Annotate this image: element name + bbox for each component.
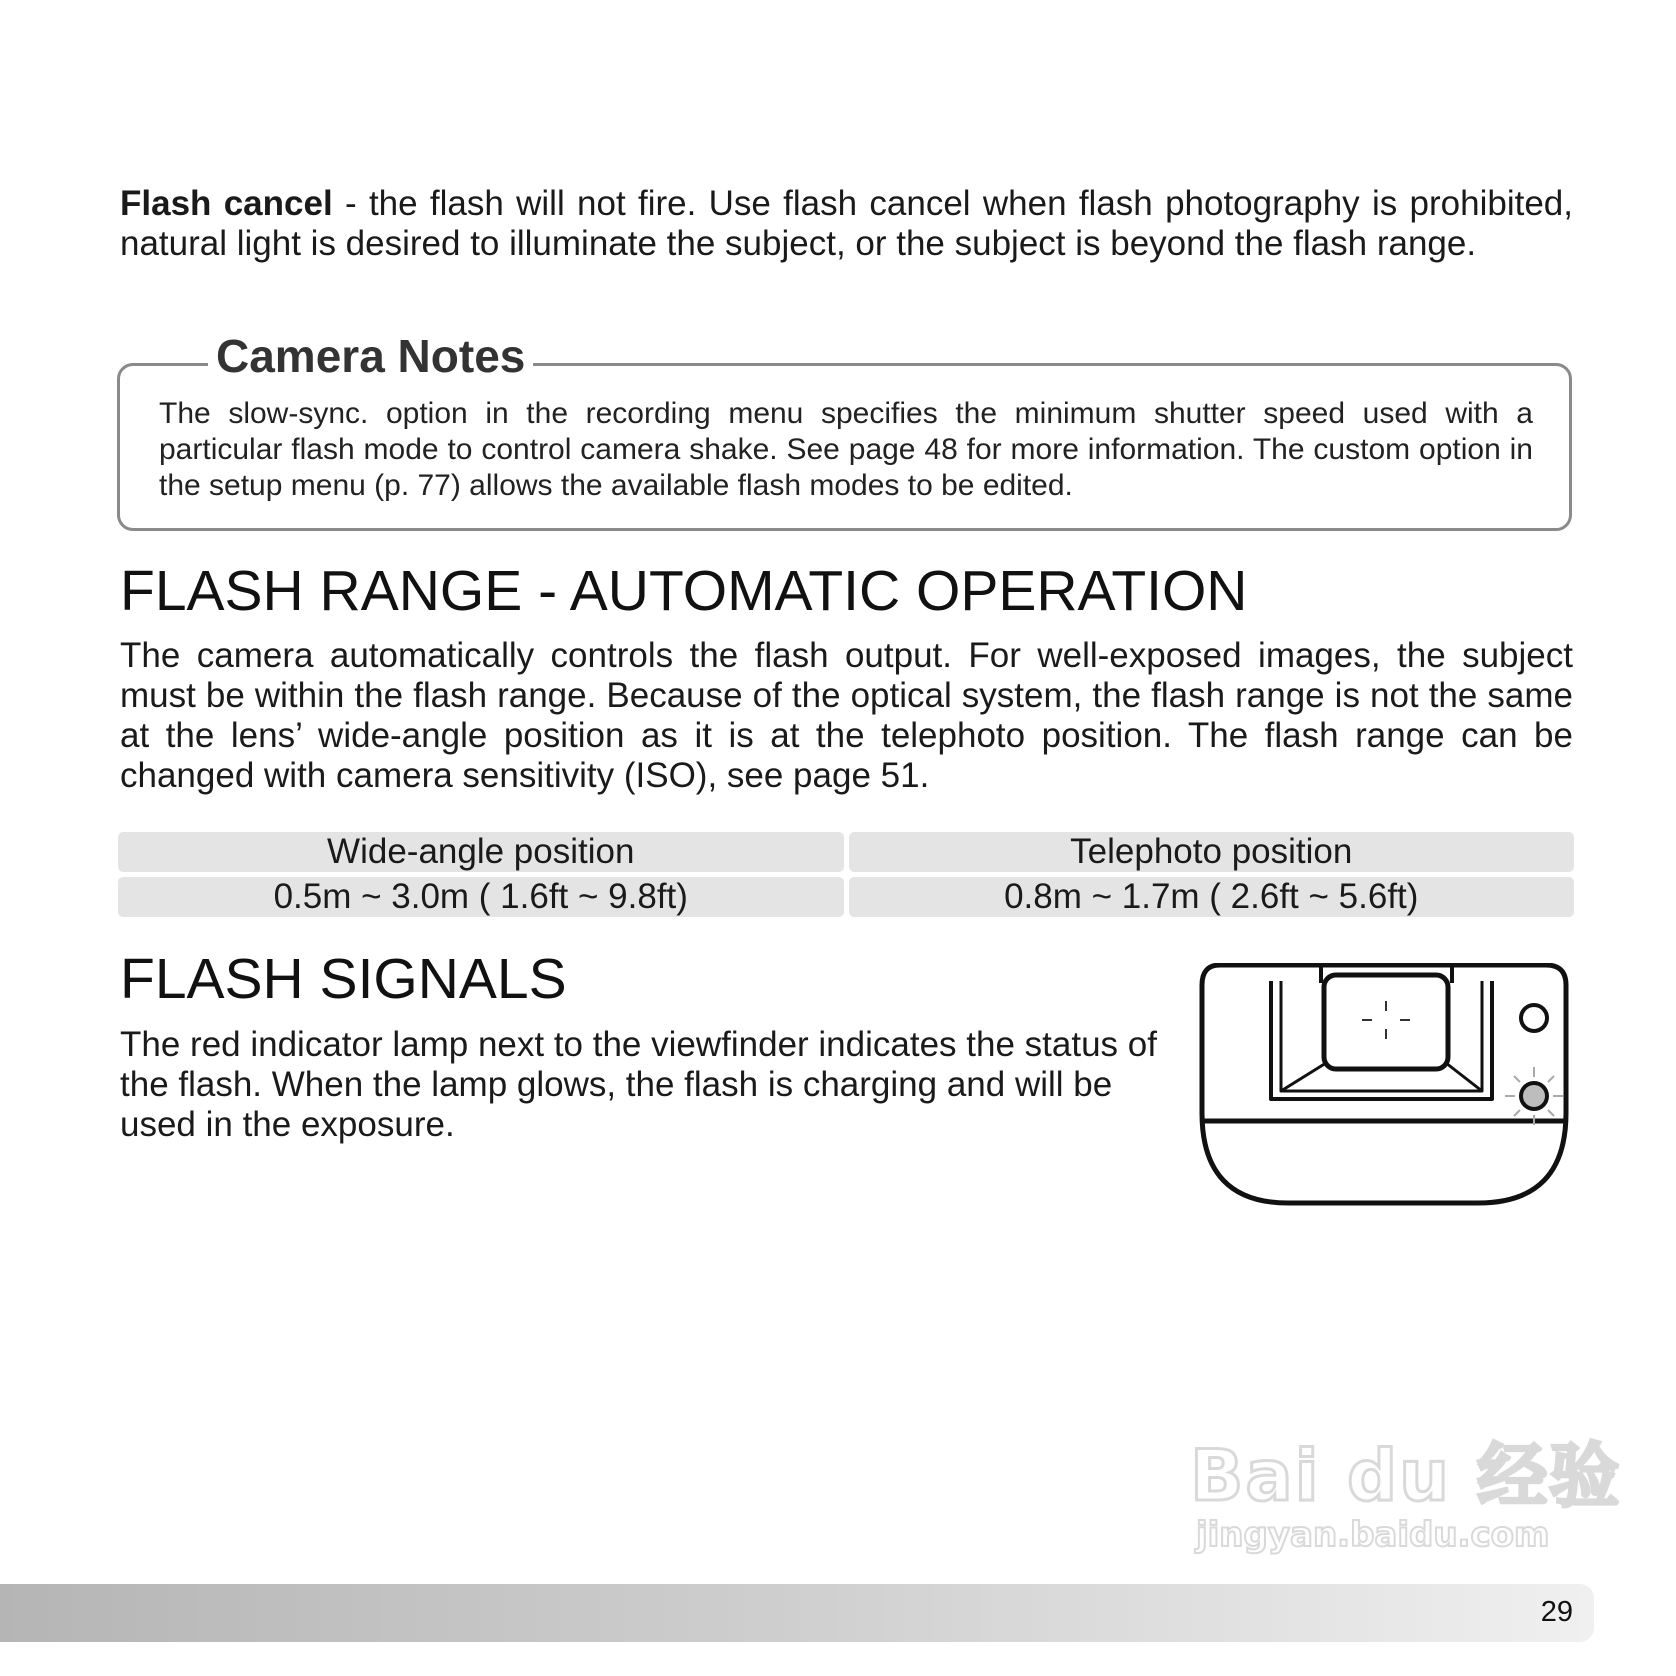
watermark-line2: jingyan.baidu.com bbox=[1196, 1515, 1550, 1555]
flash-range-text: The camera automatically controls the flash output. For well-exposed images, the subject must be within the flash range. Because of the optical system, the flash range is not the same at the lens’ wide-angle position as it is at the telephoto position. The flash range can be changed with camera sensitivity (ISO), see page 51. bbox=[120, 636, 1573, 795]
flash-range-heading: FLASH RANGE - AUTOMATIC OPERATION bbox=[120, 559, 1248, 623]
table-value-row bbox=[118, 877, 1574, 917]
viewfinder-frame bbox=[1271, 981, 1492, 1099]
camera-notes-title: Camera Notes bbox=[208, 328, 533, 384]
indicator-lamp-icon bbox=[1505, 1067, 1563, 1125]
flash-range-table bbox=[118, 832, 1574, 922]
flash-cancel-term: Flash cancel bbox=[120, 184, 333, 223]
upper-lamp-icon bbox=[1521, 1005, 1547, 1031]
camera-viewfinder-icon bbox=[1198, 963, 1578, 1213]
viewfinder-inner-frame bbox=[1281, 981, 1482, 1091]
table-value-wide: 0.5m ~ 3.0m ( 1.6ft ~ 9.8ft) bbox=[118, 877, 844, 917]
table-header-row bbox=[118, 832, 1574, 872]
page-number: 29 bbox=[1540, 1596, 1573, 1628]
viewfinder-bevel-right bbox=[1446, 1063, 1482, 1091]
baidu-watermark-logo bbox=[1190, 1420, 1621, 1555]
flash-cancel-paragraph bbox=[120, 184, 1573, 264]
footer-bar bbox=[0, 1584, 1594, 1642]
flash-signals-text: The red indicator lamp next to the viewfinder indicates the status of the flash. When the lamp glows, the flash is charging and will be used in the exposure. bbox=[120, 1025, 1157, 1144]
table-value-tele: 0.8m ~ 1.7m ( 2.6ft ~ 5.6ft) bbox=[849, 877, 1575, 917]
watermark-line1: Bai du 经验 bbox=[1190, 1435, 1622, 1517]
viewfinder-bevel-left bbox=[1281, 1063, 1326, 1091]
focus-mark-icon bbox=[1362, 1001, 1410, 1039]
camera-body-outline bbox=[1202, 965, 1566, 1203]
camera-notes-text: The slow-sync. option in the recording menu specifies the minimum shutter speed used with a particular flash mode to control camera shake. See page 48 for more information. The custom option in the setup menu (p. 77) allows the available flash modes to be edited. bbox=[159, 397, 1533, 502]
eyepiece-window bbox=[1324, 975, 1448, 1069]
flash-signals-heading: FLASH SIGNALS bbox=[120, 947, 567, 1011]
flash-cancel-text: - the flash will not fire. Use flash cancel when flash photography is prohibited, natural light is desired to illuminate the subject, or the subject is beyond the flash range. bbox=[120, 184, 1573, 263]
table-header-wide: Wide-angle position bbox=[118, 832, 844, 872]
table-header-tele: Telephoto position bbox=[849, 832, 1575, 872]
